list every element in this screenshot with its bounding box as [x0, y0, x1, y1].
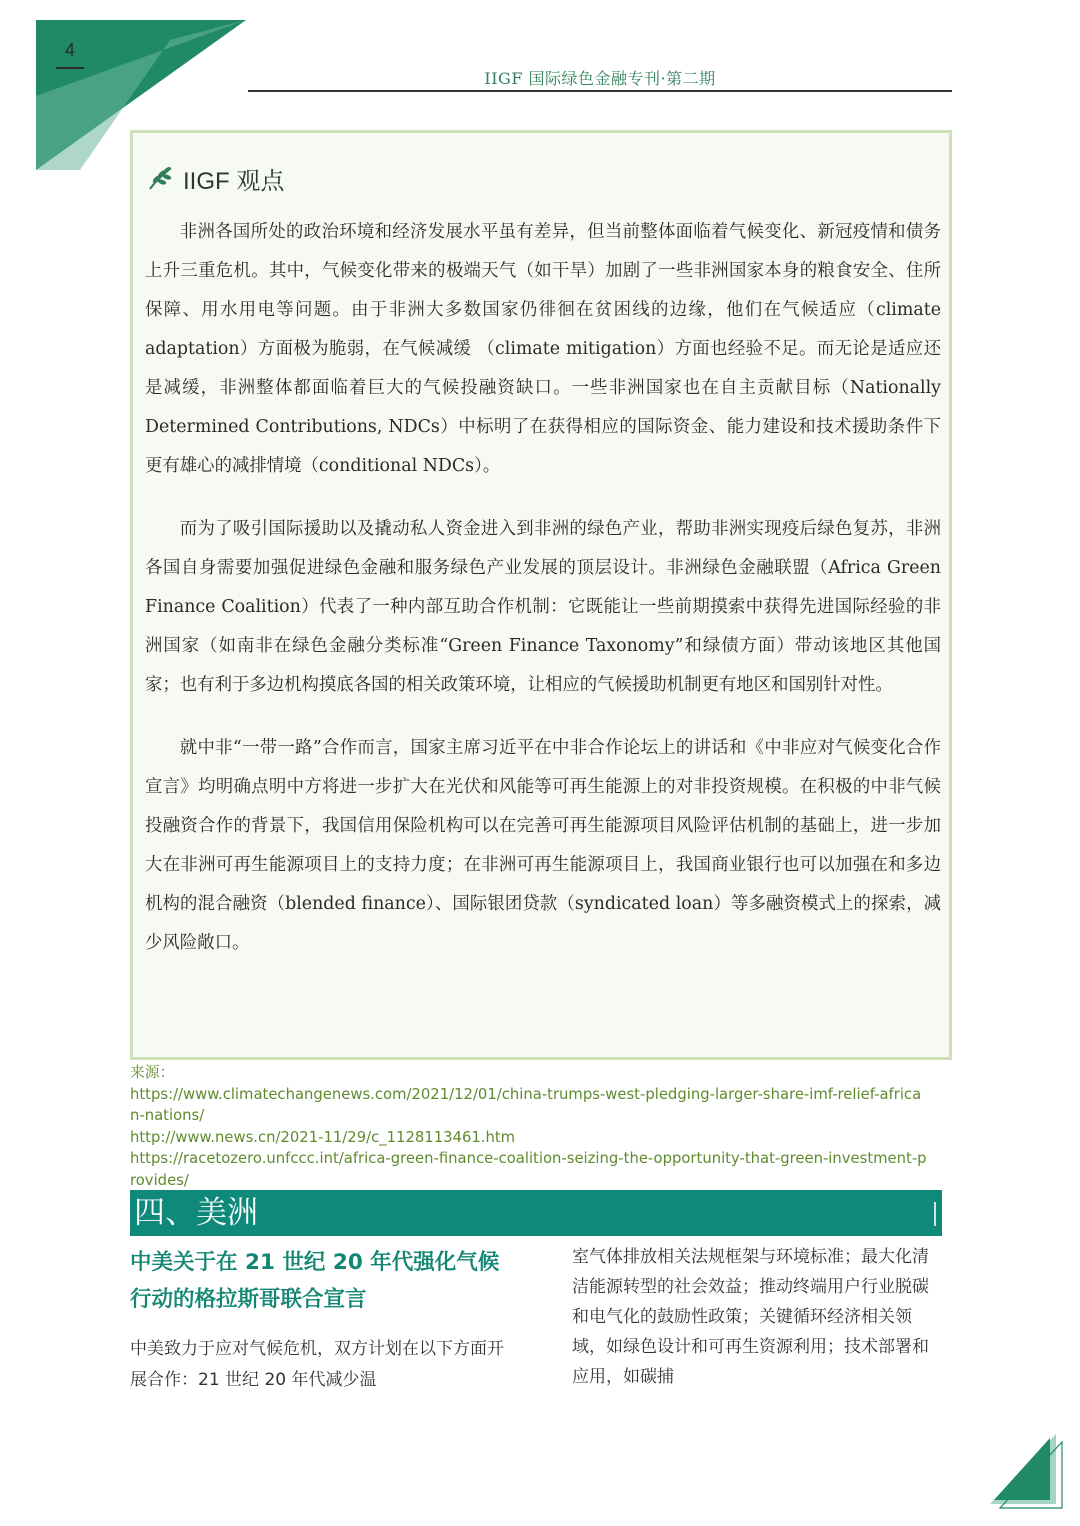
leaf-icon — [147, 164, 175, 192]
header-divider — [248, 90, 952, 92]
article-text-left: 中美致力于应对气候危机，双方计划在以下方面开展合作：21 世纪 20 年代减少温 — [130, 1339, 504, 1390]
viewpoint-heading — [147, 161, 284, 195]
viewpoint-body — [145, 213, 941, 987]
section-bar-mark — [934, 1202, 936, 1226]
paragraph: 而为了吸引国际援助以及撬动私人资金进入到非洲的绿色产业，帮助非洲实现疫后绿色复苏，非洲各国自身需要加强促进绿色金融和服务绿色产业发展的顶层设计。非洲绿色金融联盟（Africa Green Finance Coalition）代表了一种内部互助合作机制：它既能让一些前期摸索中获得先进国际经验的非洲国家（如南非在绿色金融分类标准“Green Finance Taxonomy”和绿债方面）带动该地区其他国家；也有利于多边机构摸底各国的相关政策环境，让相应的气候援助机制更有地区和国别针对性。 — [145, 519, 941, 695]
article-title: 中美关于在 21 世纪 20 年代强化气候行动的格拉斯哥联合宣言 — [130, 1250, 500, 1312]
viewpoint-box — [130, 130, 952, 1060]
paragraph: 就中非“一带一路”合作而言，国家主席习近平在中非合作论坛上的讲话和《中非应对气候变化合作宣言》均明确点明中方将进一步扩大在光伏和风能等可再生能源上的对非投资规模。在积极的中非气候投融资合作的背景下，我国信用保险机构可以在完善可再生能源项目风险评估机制的基础上，进一步加大在非洲可再生能源项目上的支持力度；在非洲可再生能源项目上，我国商业银行也可以加强在和多边机构的混合融资（blended finance）、国际银团贷款（syndicated loan）等多融资模式上的探索，减少风险敞口。 — [145, 738, 941, 953]
sources-label: 来源： — [130, 1064, 175, 1081]
sources-block — [130, 1062, 930, 1191]
article-text-right: 室气体排放相关法规框架与环境标准；最大化清洁能源转型的社会效益；推动终端用户行业脱碳和电气化的鼓励性政策；关键循环经济相关领域，如绿色设计和可再生资源利用；技术部署和应用，如碳捕 — [572, 1247, 929, 1387]
source-link[interactable]: https://www.climatechangenews.com/2021/12/01/china-trumps-west-pledging-larger-share-imf-relief-african-nations/ — [130, 1085, 922, 1124]
section-header-bar — [130, 1190, 942, 1236]
viewpoint-title: IIGF 观点 — [183, 167, 285, 195]
section-title: 四、美洲 — [134, 1195, 258, 1231]
page-number: 4 — [56, 40, 84, 69]
source-link[interactable]: http://www.news.cn/2021-11/29/c_1128113461.htm — [130, 1128, 516, 1146]
corner-decoration-bottom — [986, 1430, 1066, 1510]
paragraph: 非洲各国所处的政治环境和经济发展水平虽有差异，但当前整体面临着气候变化、新冠疫情和债务上升三重危机。其中，气候变化带来的极端天气（如干旱）加剧了一些非洲国家本身的粮食安全、住所保障、用水用电等问题。由于非洲大多数国家仍徘徊在贫困线的边缘，他们在气候适应（climate adaptation）方面极为脆弱，在气候减缓 （climate mitigation）方面也经验不足。而无论是适应还是减缓，非洲整体都面临着巨大的气候投融资缺口。一些非洲国家也在自主贡献目标（Nationally Determined Contributions, NDCs）中标明了在获得相应的国际资金、能力建设和技术援助条件下更有雄心的减排情境（conditional NDCs）。 — [145, 222, 941, 476]
source-link[interactable]: https://racetozero.unfccc.int/africa-green-finance-coalition-seizing-the-opportunity-that-green-investment-provides/ — [130, 1150, 927, 1189]
header-title: IIGF 国际绿色金融专刊·第二期 — [484, 69, 716, 88]
